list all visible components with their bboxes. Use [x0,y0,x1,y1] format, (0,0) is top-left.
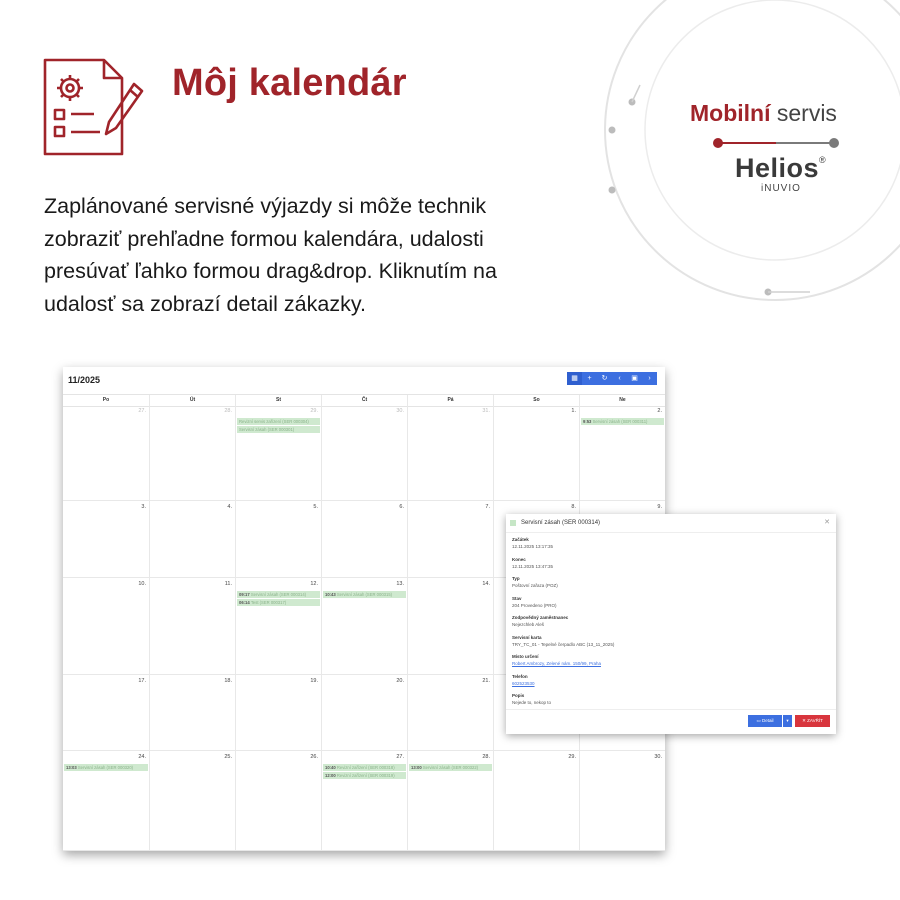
field-label: Začátek [512,537,529,542]
day-cell[interactable] [407,751,493,850]
day-number: 5. [313,504,318,510]
weekday-label: So [493,395,579,406]
day-cell[interactable] [321,751,407,850]
day-cell[interactable] [579,751,665,850]
day-cell[interactable] [149,751,235,850]
description-line: presúvať ľahko formou drag&drop. Kliknutím na [44,259,497,283]
calendar-event[interactable] [237,599,320,606]
weekday-label: St [235,395,321,406]
detail-button-label: Detail [762,718,774,723]
field-value: Nejede to, nekop to [512,700,552,705]
event-time: 09:17 [239,592,250,597]
add-event-button[interactable]: + [582,372,597,385]
event-color-swatch [510,520,516,526]
next-month-button[interactable]: › [642,372,657,385]
day-number: 25. [224,754,232,760]
day-cell[interactable] [235,578,321,674]
dialog-title: Servisní zásah (SER 000314) [521,520,601,526]
event-title: Revizní servis zařízení (SER 000304) [239,419,309,424]
event-title: Servisní zásah (SER 000322) [422,765,479,770]
day-number: 28. [224,408,232,414]
calendar-event[interactable] [64,764,148,771]
dialog-header [506,514,836,533]
description-line: zobraziť prehľadne formou kalendára, udalosti [44,226,484,251]
close-icon[interactable]: ✕ [824,519,830,526]
day-number: 1. [571,408,576,414]
field-label: Telefon [512,673,528,679]
dialog-body [512,537,822,713]
field-label: Stav [512,595,522,601]
calendar-header [63,367,665,394]
week-row [63,405,665,501]
close-button[interactable]: ✕ ZAVŘÍT [795,715,830,727]
day-cell[interactable] [63,405,149,500]
description-line: udalosť sa zobrazí detail zákazky. [44,291,366,316]
day-cell[interactable] [235,675,321,750]
field-label: Místo určení [512,654,539,659]
page-description [44,190,624,320]
day-cell[interactable] [235,501,321,577]
calendar-event[interactable] [323,591,406,598]
detail-dropdown-button[interactable]: ▾ [783,715,792,727]
weekday-label: Po [102,397,110,403]
close-button-label: ZAVŘÍT [807,718,823,723]
day-cell[interactable] [493,405,579,500]
field-value: TRY_TC_01 - Tepelné čerpadlo ABC (13_11_2025) [512,641,615,647]
calendar-event[interactable] [581,418,664,425]
field-label: Typ [512,576,520,581]
day-cell[interactable] [321,405,407,500]
calendar-event[interactable] [323,772,406,779]
event-title: Servisní zásah (SER 000311) [592,419,648,424]
day-number: 10. [138,581,146,587]
field-value: Nejezchleb Aleš [512,622,545,627]
event-detail-dialog [506,514,836,734]
field-value: 12.11.2025 13:47:35 [512,563,553,569]
day-cell[interactable] [235,751,321,850]
event-time: 06:14 [239,600,250,605]
day-cell[interactable] [321,501,407,577]
field-value: 12.11.2025 13:17:35 [512,544,553,549]
event-title: Servisní zásah (SER 000315) [336,592,393,597]
day-number: 8. [571,504,576,510]
day-number: 27. [138,408,146,414]
document-gear-pencil-icon [42,58,146,158]
day-number: 3. [141,504,146,510]
day-number: 18. [224,678,232,684]
prev-month-button[interactable]: ‹ [612,372,627,385]
day-number: 17. [138,678,146,684]
product-name-part1: Mobilní [690,100,771,126]
day-number: 27. [396,754,404,760]
calendar-event[interactable] [237,426,320,433]
day-cell[interactable] [493,751,579,850]
day-cell[interactable] [63,578,149,674]
day-cell[interactable] [149,578,235,674]
day-cell[interactable] [579,405,665,500]
event-title: Servisní zásah (SER 000301) [239,427,295,432]
event-time: 13:00 [411,765,422,770]
detail-field [512,537,822,557]
day-number: 6. [399,504,404,510]
day-number: 28. [482,754,490,760]
calendar-event[interactable] [237,591,320,598]
field-value: Poštovní zařaza (POZ) [512,583,558,588]
event-title: Servisní zásah (SER 000314) [250,592,307,597]
event-title: Test (SER 000317) [250,600,287,605]
detail-field [512,635,822,655]
field-label: Servisní karta [512,634,542,640]
day-number: 4. [227,504,232,510]
event-title: Revizní zařízení (SER 000318) [336,765,395,770]
day-number: 21. [482,678,490,684]
day-cell[interactable] [149,405,235,500]
brand-divider [712,137,840,149]
day-cell[interactable] [63,501,149,577]
refresh-button[interactable]: ↻ [597,372,612,385]
detail-field [512,557,822,577]
day-number: 19. [310,678,318,684]
detail-field [512,576,822,596]
product-name-part2: servis [776,100,837,126]
detail-field [512,674,822,694]
day-cell[interactable] [63,751,149,850]
today-button[interactable]: ▣ [627,372,642,385]
calendar-toolbar [567,372,657,385]
field-label: Popis [512,693,525,698]
month-view-button[interactable]: ▦ [567,372,582,385]
event-time: 12:00 [325,773,336,778]
day-cell[interactable] [407,578,493,674]
week-row [63,751,665,851]
field-value: 204 Provedeno (PRO) [512,602,557,608]
logo-text: Helios [735,153,820,183]
event-time: 9:53 [583,419,592,424]
day-number: 29. [568,754,576,760]
day-number: 7. [485,504,490,510]
detail-button[interactable]: ▭ Detail [748,715,782,727]
day-cell[interactable] [149,675,235,750]
registered-mark: ® [819,155,827,165]
weekday-label: Pá [407,395,493,406]
helios-logo [735,153,826,184]
field-label: Zodpovědný zaměstnanec [512,615,569,620]
event-title: Servisní zásah (SER 000320) [77,765,134,770]
description-line: Zaplánované servisné výjazdy si môže technik [44,194,487,218]
event-time: 10:43 [325,592,336,597]
detail-field [512,654,822,674]
day-number: 24. [138,754,146,760]
day-cell[interactable] [407,405,493,500]
field-link[interactable]: 602523530 [512,680,535,686]
day-cell[interactable] [235,405,321,500]
day-number: 9. [657,504,662,510]
day-number: 14. [482,581,490,587]
dialog-footer [506,709,836,735]
day-number: 26. [310,754,318,760]
day-number: 30. [654,754,662,760]
day-number: 13. [396,581,404,587]
day-number: 12. [310,581,318,587]
calendar-event[interactable] [323,764,406,771]
day-number: 11. [224,581,232,587]
day-number: 31. [482,408,490,414]
event-time: 10:40 [325,765,336,770]
detail-field [512,615,822,635]
product-name [690,100,837,127]
day-number: 2. [657,408,662,414]
day-number: 20. [396,678,404,684]
day-cell[interactable] [407,501,493,577]
field-label: Konec [512,556,526,562]
detail-field [512,596,822,616]
day-cell[interactable] [407,675,493,750]
day-number: 29. [310,408,318,414]
day-cell[interactable] [321,578,407,674]
weekday-label: Ne [579,395,665,406]
page-title: Môj kalendár [172,62,407,104]
field-link[interactable]: Robert Ambrozy, Zelené nám. 150/99, Praha [512,661,601,666]
weekday-label: Čt [321,395,407,406]
calendar-event[interactable] [237,418,320,425]
event-time: 13:03 [66,765,77,770]
calendar-event[interactable] [409,764,492,771]
month-label: 11/2025 [68,375,101,385]
day-cell[interactable] [321,675,407,750]
inuvio-logo: iNUVIO [761,183,801,194]
day-cell[interactable] [63,675,149,750]
weekday-label: Út [149,395,235,406]
day-number: 30. [396,408,404,414]
day-cell[interactable] [149,501,235,577]
event-title: Revizní zařízení (SER 000319) [336,773,395,778]
